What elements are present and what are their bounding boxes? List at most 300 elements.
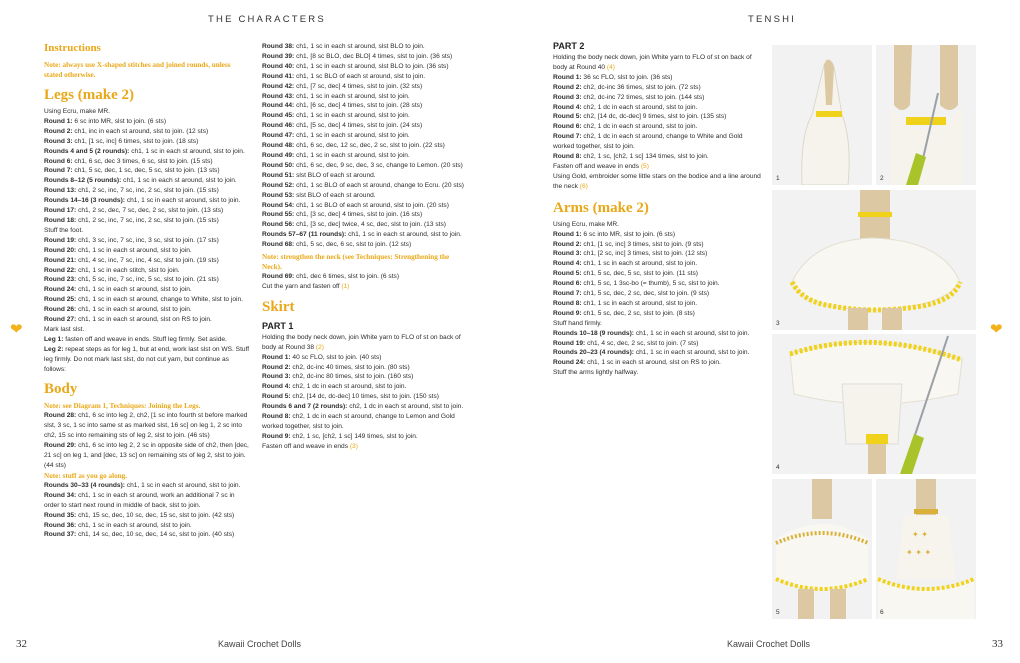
instruction-line (44, 226, 250, 236)
round-text: ch1, 6 sc into leg 2, ch2, [1 sc into fourth st before marked slst, 3 sc, 1 sc into same st as marked slst, 16 sc] on leg 1, 2 sc into ch2, 15 sc into remaining sts of leg 2, slst to join. (46 sts) (44, 412, 248, 440)
instruction-line (553, 309, 763, 319)
round-label: Round 8: (553, 153, 582, 161)
instruction-line (44, 137, 250, 147)
round-text: ch1, [5 sc, dec] 4 times, slst to join. (24 sts) (294, 122, 423, 130)
round-label: Round 7: (44, 167, 73, 175)
photo-label: 3 (776, 320, 780, 327)
round-label: Round 7: (553, 133, 582, 141)
instruction-line (262, 171, 464, 181)
round-text: ch1, 6 sc, dec, 9 sc, dec, 3 sc, change to Lemon. (20 sts) (294, 161, 463, 169)
arms-intro: Using Ecru, make MR. (553, 220, 619, 228)
round-text: ch1, 2 sc, inc, 7 sc, inc, 2 sc, slst to join. (15 sts) (76, 216, 219, 224)
instruction-line (262, 230, 464, 240)
round-label: Round 25: (44, 296, 77, 304)
round-text: ch1, 5 sc, inc, 7 sc, inc, 5 sc, slst to join. (21 sts) (76, 276, 219, 284)
round-text: ch2, 1 sc, [ch2, 1 sc] 134 times, slst to join. (581, 153, 709, 161)
round-label: Round 48: (262, 142, 295, 150)
round-text: Stuff the foot. (44, 226, 84, 234)
instruction-line (553, 348, 763, 358)
instruction-line (44, 285, 250, 295)
instruction-line (553, 329, 763, 339)
round-text: ch1, 1 sc in each st around, slst on RS to join. (76, 316, 212, 324)
instruction-line (44, 176, 250, 186)
photo-label: 1 (776, 175, 780, 182)
round-label: Round 2: (553, 240, 582, 248)
body-rounds-2 (44, 481, 250, 540)
round-text: Mark last slst. (44, 325, 85, 333)
instruction-line (262, 201, 464, 211)
round-label: Round 5: (262, 393, 291, 401)
instruction-line (44, 315, 250, 325)
body-note-2: Note: stuff as you go along. (44, 471, 128, 480)
instruction-line (44, 196, 250, 206)
round-text: ch1, 1 sc in each st around, slst to join. (633, 329, 750, 337)
round-text: ch1, 1 sc BLO of each st around, change to Ecru. (20 sts) (294, 181, 464, 189)
round-label: Round 36: (44, 521, 77, 529)
instruction-line (553, 93, 763, 103)
body-rounds-continued (262, 42, 464, 250)
round-text: ch1, 1 sc in each st around, slst to join. (346, 231, 462, 239)
instruction-line (553, 289, 763, 299)
round-text: ch2, dc-inc 80 times, slst to join. (160 sts) (290, 373, 414, 381)
round-label: Round 51: (262, 171, 295, 179)
round-label: Round 3: (262, 373, 291, 381)
round-69 (262, 272, 464, 282)
round-label: Round 5: (553, 113, 582, 121)
round-label: Round 41: (262, 72, 295, 80)
round-text: ch1, 1 sc in each st around, slst to join. (633, 349, 750, 357)
round-text: ch2, 1 dc in each st around, slst to join. (581, 123, 698, 131)
round-text: ch1, 1 sc in each st around, slst to join. (121, 177, 237, 185)
instruction-line (553, 73, 763, 83)
round-text: ch1, [7 sc, dec] 4 times, slst to join. (32 sts) (294, 82, 423, 90)
photo-step-4 (772, 334, 976, 474)
round-text: ch1, [2 sc, inc] 3 times, slst to join. (12 sts) (581, 250, 708, 258)
round-label: Round 5: (553, 270, 582, 278)
part2-intro: Holding the body neck down, join White yarn to FLO of st on back of body at Round 40 (4) (553, 54, 752, 71)
arms-rounds (553, 230, 763, 379)
instruction-line (553, 279, 763, 289)
round-label: Round 2: (553, 83, 582, 91)
round-text: Stuff the arms lightly halfway. (553, 369, 639, 377)
instruction-line (262, 82, 464, 92)
round-text: ch1, 6 sc into leg 2, 2 sc in opposite side of ch2, then [dec, 21 sc] on leg 1, and [dec, 13 sc] on remaining sts of leg 2, slst to join. (44 sts) (44, 442, 249, 469)
instruction-line (44, 166, 250, 176)
round-text: ch1, 1 sc in each st around, slst to join. (76, 521, 192, 529)
round-text: ch1, 4 sc, inc, 7 sc, inc, 4 sc, slst to join. (19 sts) (76, 256, 219, 264)
round-label: Round 1: (553, 73, 582, 81)
column-left (44, 40, 250, 540)
round-text: ch1, 1 sc in each st around, work an additional 7 sc in order to start next round in middle of back, slst to join. (44, 491, 235, 509)
round-label: Round 34: (44, 491, 77, 499)
legs-heading: Legs (make 2) (44, 87, 134, 103)
round-label: Round 3: (44, 137, 73, 145)
round-label: Round 26: (44, 306, 77, 314)
round-label: Leg 2: (44, 345, 64, 353)
round-label: Leg 1: (44, 335, 64, 343)
instruction-line (44, 236, 250, 246)
skirt-ruffle-illustration (772, 190, 976, 330)
instruction-line (44, 206, 250, 216)
round-text: ch1, 5 sc, dec, 2 sc, dec, slst to join. (9 sts) (581, 290, 710, 298)
round-label: Round 28: (44, 412, 77, 420)
part2-end: Fasten off and weave in ends (5) (553, 162, 649, 170)
instruction-line (553, 112, 763, 122)
photo-label: 5 (776, 609, 780, 616)
heart-icon: ❤ (10, 321, 23, 338)
instruction-line (553, 230, 763, 240)
round-label: Round 44: (262, 102, 295, 110)
round-text: ch1, [1 sc, inc] 3 times, slst to join. (9 sts) (581, 240, 704, 248)
round-label: Round 9: (553, 309, 582, 317)
round-text: ch1, 5 sc, 1 3sc-bo (= thumb), 5 sc, slst to join. (581, 280, 720, 288)
instructions-note: Note: always use X-shaped stitches and joined rounds, unless stated otherwise. (44, 61, 231, 79)
round-text: ch1, 6 sc, dec 3 times, 6 sc, slst to join. (15 sts) (72, 157, 213, 165)
round-text: ch2, dc-inc 36 times, slst to join. (72 sts) (581, 83, 701, 91)
instruction-line (262, 220, 464, 230)
instruction-line (262, 372, 464, 382)
instruction-line (553, 83, 763, 93)
instruction-line (262, 210, 464, 220)
round-label: Round 1: (262, 353, 291, 361)
round-text: ch1, 1 sc in each st around, change to White, slst to join. (76, 296, 244, 304)
round-label: Round 4: (553, 103, 582, 111)
round-label: Round 20: (44, 246, 77, 254)
instruction-line (262, 272, 464, 282)
round-text: ch1, 15 sc, dec, 10 sc, dec, 15 sc, slst to join. (42 sts) (76, 511, 235, 519)
part1-rounds (262, 353, 464, 442)
photo-label: 6 (880, 609, 884, 616)
part1-intro: Holding the body neck down, join White yarn to FLO of st on back of body at Round 38 (2) (262, 333, 461, 351)
instruction-line (44, 147, 250, 157)
instruction-line (44, 275, 250, 285)
instruction-line (553, 269, 763, 279)
round-text: ch2, 1 sc, [ch2, 1 sc] 149 times, slst to join. (290, 432, 418, 440)
round-text: ch2, 1 dc in each st around, slst to join. (347, 403, 464, 411)
instruction-line (262, 42, 464, 52)
column-right (553, 40, 763, 378)
round-label: Round 13: (44, 187, 77, 195)
round-text: ch1, 1 sc in each st around, slst to join. (129, 147, 245, 155)
instruction-line (262, 131, 464, 141)
round-label: Rounds 8–12 (5 rounds): (44, 177, 122, 185)
round-text: ch1, 1 sc in each st around, slst to join. (124, 481, 241, 489)
instruction-line (262, 402, 464, 412)
round-label: Round 35: (44, 511, 77, 519)
round-text: ch1, 1 sc in each st around, slst on RS to join. (585, 359, 721, 367)
instruction-line (553, 103, 763, 113)
photo-step-3 (772, 190, 976, 330)
body-rounds (44, 411, 250, 470)
instruction-line (44, 411, 250, 441)
round-text: ch2, dc-inc 72 times, slst to join. (144 sts) (581, 93, 705, 101)
round-label: Round 56: (262, 221, 295, 229)
round-text: ch1, 1 sc in each st around, slst BLO to join. (294, 43, 425, 50)
instruction-line (262, 92, 464, 102)
round-label: Rounds 20–23 (4 rounds): (553, 349, 634, 357)
page-number-right: 33 (992, 638, 1003, 650)
instruction-line (44, 521, 250, 531)
instruction-line (44, 325, 250, 335)
round-label: Rounds 6 and 7 (2 rounds): (262, 403, 348, 411)
legs-hook-illustration (876, 45, 976, 185)
instruction-line (262, 52, 464, 62)
round-label: Round 40: (262, 62, 295, 70)
round-label: Round 47: (262, 132, 295, 140)
round-label: Round 3: (553, 93, 582, 101)
skirt-heading: Skirt (262, 298, 295, 315)
round-text: 6 sc into MR, slst to join. (6 sts) (72, 117, 167, 125)
instruction-line (262, 382, 464, 392)
instruction-line (262, 392, 464, 402)
round-text: ch1, 4 sc, dec, 2 sc, slst to join. (7 sts) (585, 339, 699, 347)
instruction-line (44, 335, 250, 345)
instruction-line (44, 481, 250, 491)
instruction-line (262, 363, 464, 373)
instruction-line (262, 151, 464, 161)
round-text: ch1, 2 sc, dec, 7 sc, dec, 2 sc, slst to join. (13 sts) (76, 207, 224, 215)
round-text: ch1, 1 sc in each st around, slst to join. (76, 286, 192, 294)
instruction-line (262, 353, 464, 363)
instruction-line (44, 127, 250, 137)
round-label: Round 7: (553, 290, 582, 298)
round-label: Round 50: (262, 161, 295, 169)
instruction-line (44, 246, 250, 256)
round-text: 36 sc FLO, slst to join. (36 sts) (581, 73, 673, 81)
instructions-heading: Instructions (44, 42, 101, 54)
footer-title-right: Kawaii Crochet Dolls (727, 639, 811, 649)
round-text: ch1, 5 sc, dec, 2 sc, slst to join. (8 sts) (581, 309, 695, 317)
round-label: Round 2: (44, 127, 73, 135)
round-label: Round 37: (44, 531, 77, 539)
round-text: ch1, 5 sc, dec, 5 sc, slst to join. (11 sts) (581, 270, 698, 278)
round-text: ch1, [3 sc, dec] twice, 4 sc, dec, slst to join. (13 sts) (294, 221, 446, 229)
instruction-line (44, 345, 250, 375)
body-heading: Body (44, 381, 78, 398)
round-label: Round 23: (44, 276, 77, 284)
photo-step-2 (876, 45, 976, 185)
photo-step-6 (876, 479, 976, 619)
round-label: Round 8: (262, 413, 291, 421)
round-text: ch1, 1 sc in each st around, slst to join. (124, 197, 241, 205)
instruction-line (553, 122, 763, 132)
instruction-line (44, 117, 250, 127)
round-label: Round 9: (262, 432, 291, 440)
round-text: ch1, [6 sc, dec] 4 times, slst to join. (28 sts) (294, 102, 423, 110)
round-text: ch1, 1 sc in each st around, slst to join. (294, 112, 410, 120)
round-text: ch1, 5 sc, dec, 1 sc, dec, 5 sc, slst to join. (13 sts) (72, 167, 220, 175)
round-text: ch2, 1 dc in each st around, slst to join. (581, 103, 698, 111)
round-label: Round 55: (262, 211, 295, 219)
round-label: Round 17: (44, 207, 77, 215)
instruction-line (44, 256, 250, 266)
round-text: ch2, 1 dc in each st around, change to White and Gold worked together, slst to join. (553, 133, 743, 151)
round-text: fasten off and weave in ends. Stuff leg firmly. Set aside. (63, 335, 227, 343)
round-text: 6 sc into MR, slst to join. (6 sts) (581, 230, 676, 238)
round-label: Round 54: (262, 201, 295, 209)
instruction-line (553, 132, 763, 152)
running-header-right: TENSHI (748, 14, 797, 25)
instruction-line (44, 441, 250, 471)
second-layer-illustration (772, 334, 976, 474)
round-label: Rounds 10–18 (9 rounds): (553, 329, 634, 337)
round-text: ch1, 1 sc BLO of each st around, slst to join. (294, 72, 426, 80)
round-label: Round 24: (44, 286, 77, 294)
part2-rounds (553, 73, 763, 162)
legs-intro: Using Ecru, make MR. (44, 108, 110, 115)
round-label: Rounds 57–67 (11 rounds): (262, 231, 347, 239)
round-text: ch1, 3 sc, inc, 7 sc, inc, 3 sc, slst to join. (17 sts) (76, 236, 219, 244)
photo-label: 2 (880, 175, 884, 182)
round-label: Round 68: (262, 241, 295, 249)
page-number-left: 32 (16, 638, 27, 650)
instruction-line (262, 181, 464, 191)
round-label: Round 6: (553, 280, 582, 288)
instruction-line (44, 157, 250, 167)
round-label: Round 46: (262, 122, 295, 130)
round-text: ch1, 1 sc in each stitch, slst to join. (76, 266, 180, 274)
round-label: Round 1: (553, 230, 582, 238)
part2-heading: PART 2 (553, 41, 585, 51)
round-label: Round 2: (262, 363, 291, 371)
round-text: ch2, 1 dc in each st around, slst to join. (290, 383, 407, 391)
round-text: ch1, [3 sc, dec] 4 times, slst to join. (16 sts) (294, 211, 423, 219)
photo-label: 4 (776, 464, 780, 471)
instruction-line (262, 72, 464, 82)
part1-heading: PART 1 (262, 320, 294, 331)
heart-icon: ❤ (990, 321, 1003, 338)
round-label: Round 45: (262, 112, 295, 120)
round-label: Round 1: (44, 117, 73, 125)
instruction-line (553, 339, 763, 349)
instruction-line (44, 266, 250, 276)
round-text: ch1, 1 sc in each st around, slst to join. (294, 151, 410, 159)
instruction-line (553, 240, 763, 250)
instruction-line (44, 216, 250, 226)
round-label: Round 49: (262, 151, 295, 159)
round-text: ch1, 1 sc in each st around, slst to join. (294, 132, 410, 140)
running-header-left: THE CHARACTERS (208, 14, 326, 25)
round-label: Round 43: (262, 92, 295, 100)
doll-neck-illustration (772, 45, 872, 185)
instruction-line (553, 259, 763, 269)
round-text: ch1, 1 sc in each st around, slst to join. (76, 306, 192, 314)
instruction-line (262, 432, 464, 442)
round-text: ch2, [14 dc, dc-dec] 10 times, slst to join. (150 sts) (290, 393, 440, 401)
round-text: ch1, [8 sc BLO, dec BLO] 4 times, slst to join. (36 sts) (294, 52, 453, 60)
round-text: slst BLO of each st around. (294, 191, 376, 199)
instruction-line (262, 191, 464, 201)
round-text: ch1, 14 sc, dec, 10 sc, dec, 14 sc, slst to join. (40 sts) (76, 531, 235, 539)
body-note: Note: see Diagram 1, Techniques: Joining the Legs. (44, 402, 201, 411)
instruction-line (262, 240, 464, 250)
round-label: Round 24: (553, 359, 586, 367)
instruction-line (262, 62, 464, 72)
instruction-line (553, 368, 763, 378)
instruction-line (262, 412, 464, 432)
round-label: Round 29: (44, 442, 77, 450)
round-label: Round 18: (44, 216, 77, 224)
round-label: Round 4: (553, 260, 582, 268)
instruction-line (44, 511, 250, 521)
round-text: ch2, 1 dc in each st around, change to Lemon and Gold worked together, slst to join. (262, 413, 455, 430)
round-text: 40 sc FLO, slst to join. (40 sts) (290, 353, 382, 361)
round-text: ch1, 1 sc in each st around, slst to join. (76, 246, 192, 254)
instruction-line (262, 141, 464, 151)
round-label: Round 38: (262, 43, 295, 50)
round-text: ch1, 1 sc in each st around, slst to join. (581, 260, 698, 268)
round-text: ch1, 1 sc BLO of each st around, slst to join. (20 sts) (294, 201, 449, 209)
round-text: Stuff hand firmly. (553, 319, 602, 327)
round-label: Round 53: (262, 191, 295, 199)
round-text: ch1, [1 sc, inc] 6 times, slst to join. (18 sts) (72, 137, 199, 145)
instruction-line (44, 491, 250, 511)
instruction-line (262, 111, 464, 121)
bodice-stars-illustration (876, 479, 976, 619)
svg-text:✦ ✦ ✦: ✦ ✦ ✦ (906, 548, 932, 557)
round-label: Round 3: (553, 250, 582, 258)
round-text: ch1, inc in each st around, slst to join. (12 sts) (72, 127, 209, 135)
round-label: Round 69: (262, 273, 295, 281)
instruction-line (262, 161, 464, 171)
round-label: Round 19: (553, 339, 586, 347)
round-text: repeat steps as for leg 1, but at end, work last slst on WS. Stuff leg firmly. Do not mark last slst, do not cut yarn, but continue as follows: (44, 345, 250, 373)
round-label: Round 6: (44, 157, 73, 165)
round-text: ch2, dc-inc 40 times, slst to join. (80 sts) (290, 363, 410, 371)
round-label: Rounds 14–16 (3 rounds): (44, 197, 125, 205)
cut-yarn-text: Cut the yarn and fasten off (1) (262, 282, 350, 290)
part1-end: Fasten off and weave in ends (3) (262, 442, 358, 450)
photo-step-1 (772, 45, 872, 185)
svg-text:✦ ✦: ✦ ✦ (912, 530, 928, 539)
instruction-line (262, 121, 464, 131)
round-label: Round 4: (262, 383, 291, 391)
round-label: Round 21: (44, 256, 77, 264)
instruction-line (262, 101, 464, 111)
instruction-line (553, 319, 763, 329)
round-label: Round 39: (262, 52, 295, 60)
footer-title-left: Kawaii Crochet Dolls (218, 639, 302, 649)
round-text: ch1, 1 sc in each st around, slst BLO to join. (36 sts) (294, 62, 449, 70)
neck-note: Note: strengthen the neck (see Techniques: Strengthening the Neck). (262, 253, 450, 272)
instruction-line (44, 530, 250, 540)
round-label: Round 42: (262, 82, 295, 90)
round-text: ch1, 5 sc, dec, 6 sc, slst to join. (12 sts) (294, 241, 412, 249)
round-label: Round 8: (553, 299, 582, 307)
round-label: Round 19: (44, 236, 77, 244)
part2-gold: Using Gold, embroider some little stars on the bodice and a line around the neck (6) (553, 172, 761, 190)
round-text: slst BLO of each st around. (294, 171, 376, 179)
round-label: Round 27: (44, 316, 77, 324)
column-middle (262, 42, 464, 452)
instruction-line (44, 295, 250, 305)
legs-rounds (44, 117, 250, 375)
round-text: ch1, 1 sc in each st around, slst to join. (294, 92, 410, 100)
round-text: ch1, dec 6 times, slst to join. (6 sts) (294, 273, 400, 281)
arms-heading: Arms (make 2) (553, 199, 649, 216)
round-label: Rounds 4 and 5 (2 rounds): (44, 147, 130, 155)
photo-step-5 (772, 479, 872, 619)
round-label: Rounds 30–33 (4 rounds): (44, 481, 125, 489)
instruction-line (553, 249, 763, 259)
round-label: Round 52: (262, 181, 295, 189)
round-label: Round 22: (44, 266, 77, 274)
instruction-line (553, 358, 763, 368)
instruction-line (44, 305, 250, 315)
round-label: Round 6: (553, 123, 582, 131)
instruction-line (553, 152, 763, 162)
round-text: ch2, [14 dc, dc-dec] 9 times, slst to join. (135 sts) (581, 113, 727, 121)
